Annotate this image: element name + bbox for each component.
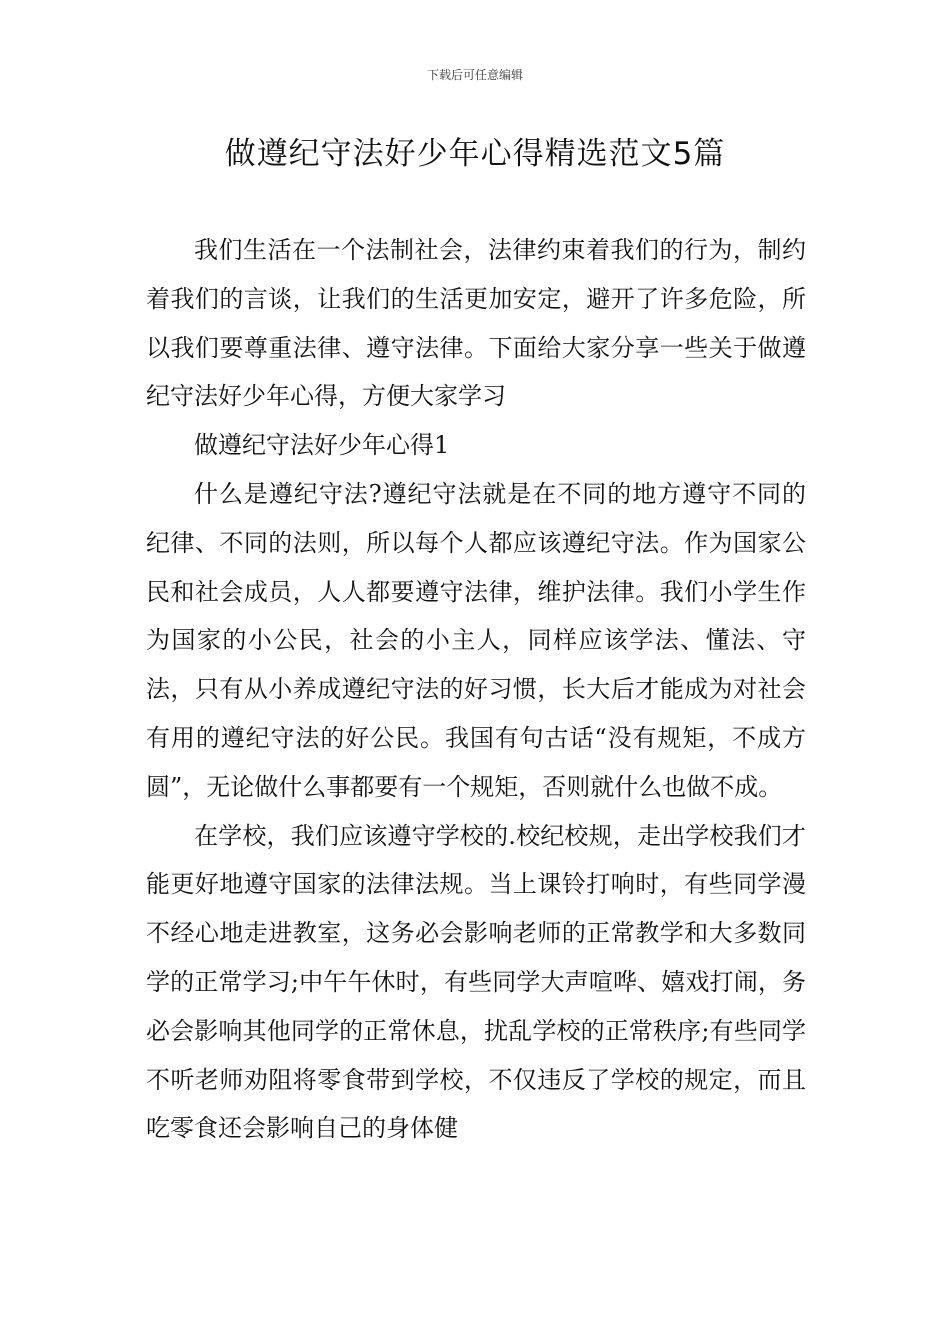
section-heading: 做遵纪守法好少年心得1 [194, 431, 450, 460]
document-body [146, 226, 806, 1153]
intro-paragraph: 我们生活在一个法制社会，法律约束着我们的行为，制约着我们的言谈，让我们的生活更加安定，避开了许多危险，所以我们要尊重法律、遵守法律。下面给大家分享一些关于做遵纪守法好少年心得，方便大家学习 [146, 236, 806, 411]
body-paragraph: 在学校，我们应该遵守学校的.校纪校规，走出学校我们才能更好地遵守国家的法律法规。当上课铃打响时，有些同学漫不经心地走进教室，这务必会影响老师的正常教学和大多数同学的正常学习;中午午休时，有些同学大声喧哗、嬉戏打闹，务必会影响其他同学的正常休息，扰乱学校的正常秩序;有些同学不听老师劝阻将零食带到学校，不仅违反了学校的规定，而且吃零食还会影响自己的身体健 [146, 821, 806, 1143]
body-paragraph: 什么是遵纪守法?遵纪守法就是在不同的地方遵守不同的纪律、不同的法则，所以每个人都应该遵纪守法。作为国家公民和社会成员，人人都要遵守法律，维护法律。我们小学生作为国家的小公民，社会的小主人，同样应该学法、懂法、守法，只有从小养成遵纪守法的好习惯，长大后才能成为对社会有用的遵纪守法的好公民。我国有句古话“没有规矩，不成方圆”，无论做什么事都要有一个规矩，否则就什么也做不成。 [146, 479, 806, 801]
header-note: 下载后可任意编辑 [426, 68, 523, 82]
document-title: 做遵纪守法好少年心得精选范文5篇 [224, 136, 726, 172]
